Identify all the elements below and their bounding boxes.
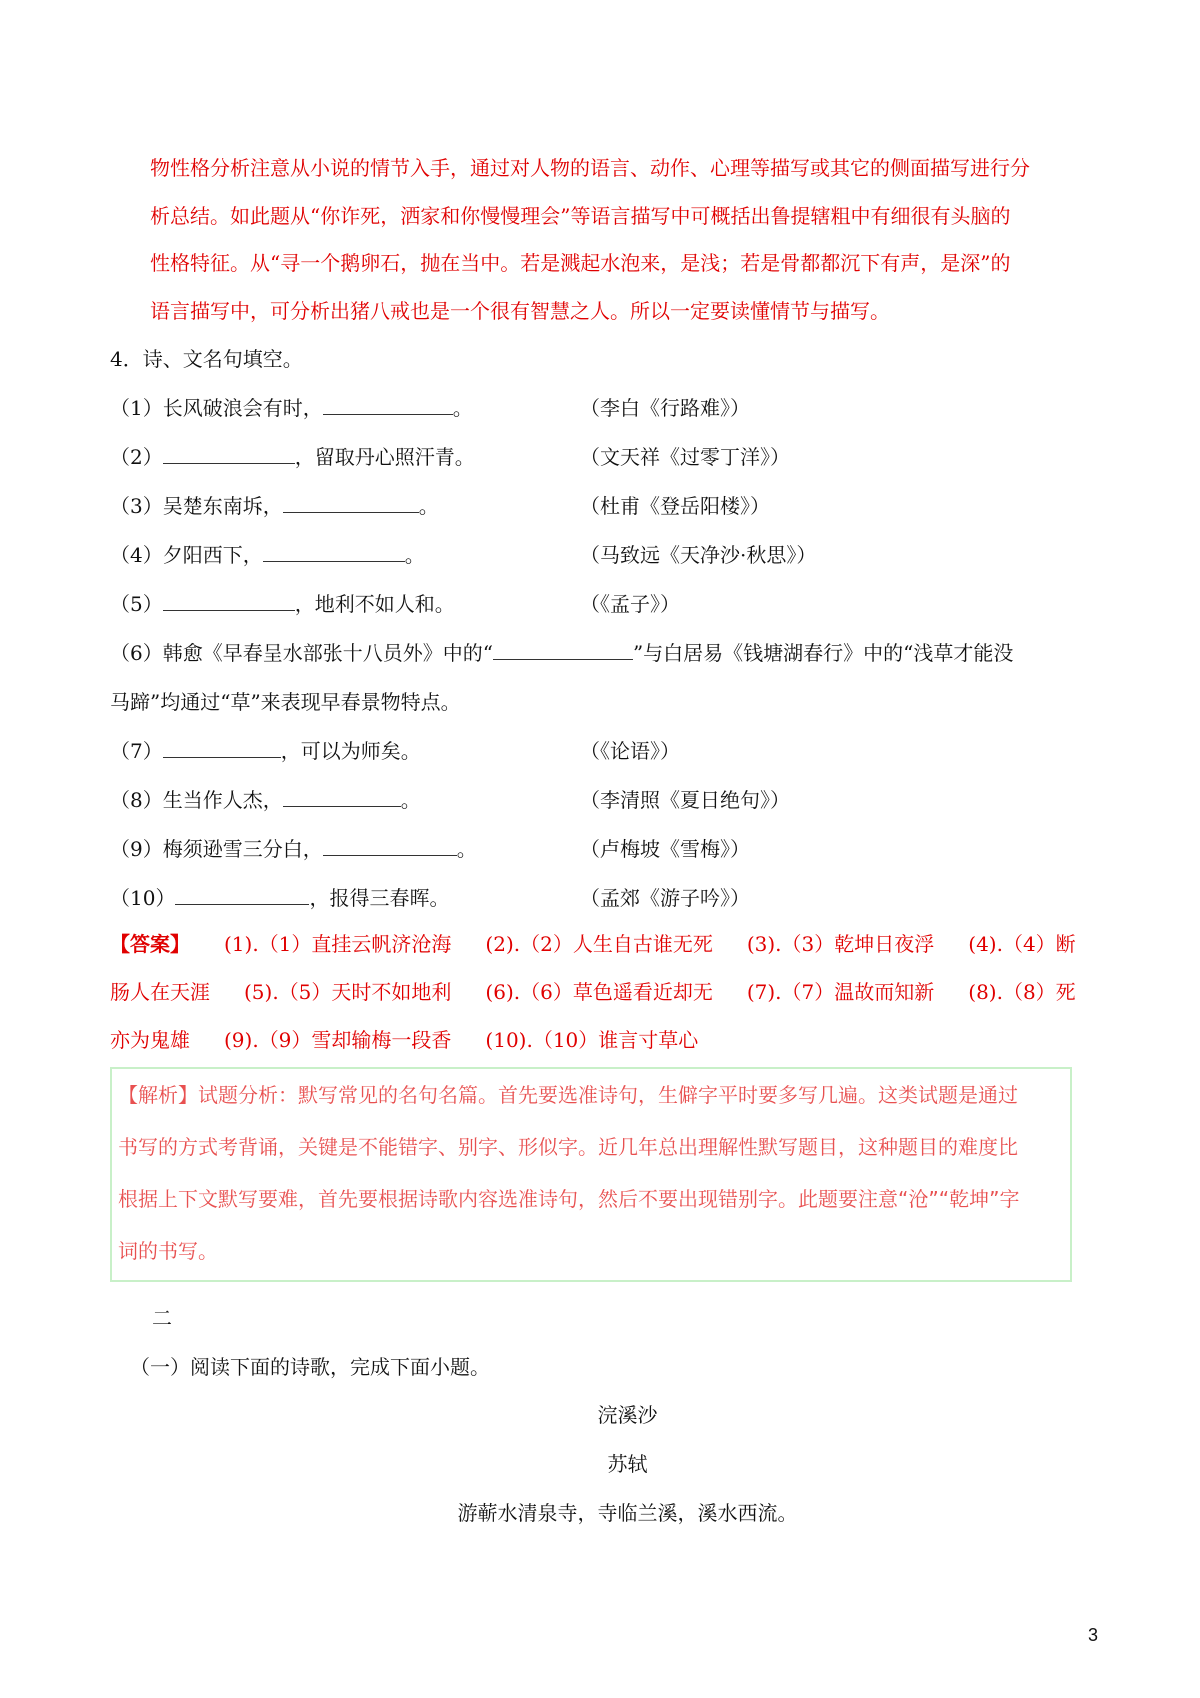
answer-part: (3).（3）乾坤日夜浮 xyxy=(746,932,935,956)
blank-line[interactable] xyxy=(493,641,633,660)
subsection-heading: （一）阅读下面的诗歌，完成下面小题。 xyxy=(130,1355,490,1379)
blank-line[interactable] xyxy=(163,739,281,758)
fill-source-1: （李白《行路难》） xyxy=(580,396,750,420)
answer-part: (2).（2）人生自古谁无死 xyxy=(485,932,713,956)
analysis-line: 【解析】试题分析：默写常见的名句名篇。首先要选准诗句，生僻字平时要多写几遍。这类试题是通过 xyxy=(118,1083,1018,1107)
blank-line[interactable] xyxy=(283,788,401,807)
intro-analysis-line: 语言描写中，可分析出猪八戒也是一个很有智慧之人。所以一定要读懂情节与描写。 xyxy=(150,298,890,323)
blank-line[interactable] xyxy=(175,886,309,905)
fill-item-3: （3）吴楚东南坼， 。 xyxy=(110,494,439,518)
fill-source-9: （卢梅坡《雪梅》） xyxy=(580,837,750,861)
blank-line[interactable] xyxy=(323,396,453,415)
fill-source-2: （文天祥《过零丁洋》） xyxy=(580,445,790,469)
intro-analysis-line: 性格特征。从“寻一个鹅卵石，抛在当中。若是溅起水泡来，是浅；若是骨都都沉下有声，是深”的 xyxy=(150,251,1011,275)
page-number: 3 xyxy=(1088,1625,1099,1645)
answer-label: 【答案】 xyxy=(110,932,190,956)
fill-source-3: （杜甫《登岳阳楼》） xyxy=(580,494,770,518)
answer-part: (10).（10）谁言寸草心 xyxy=(485,1028,699,1052)
fill-item-9: （9）梅须逊雪三分白， 。 xyxy=(110,837,477,861)
fill-source-5: （《孟子》） xyxy=(580,592,680,616)
fill-item-8: （8）生当作人杰， 。 xyxy=(110,788,421,812)
answer-part: (6).（6）草色遥看近却无 xyxy=(485,980,713,1004)
blank-line[interactable] xyxy=(163,445,295,464)
analysis-line: 根据上下文默写要难，首先要根据诗歌内容选准诗句，然后不要出现错别字。此题要注意“沧”“乾坤”字 xyxy=(118,1187,1020,1211)
poem-title: 浣溪沙 xyxy=(597,1403,658,1427)
intro-analysis-line: 物性格分析注意从小说的情节入手，通过对人物的语言、动作、心理等描写或其它的侧面描写进行分 xyxy=(150,156,1030,180)
fill-source-4: （马致远《天净沙·秋思》） xyxy=(580,543,817,567)
blank-line[interactable] xyxy=(263,543,405,562)
analysis-line: 词的书写。 xyxy=(118,1239,218,1263)
fill-item-6-cont: 马蹄”均通过“草”来表现早春景物特点。 xyxy=(110,690,461,714)
fill-source-8: （李清照《夏日绝句》） xyxy=(580,788,790,812)
fill-item-2: （2） ，留取丹心照汗青。 xyxy=(110,445,475,469)
poem-line: 游蕲水清泉寺，寺临兰溪，溪水西流。 xyxy=(457,1501,798,1525)
analysis-line: 书写的方式考背诵，关键是不能错字、别字、形似字。近几年总出理解性默写题目，这种题目的难度比 xyxy=(118,1135,1018,1159)
answer-part: (7).（7）温故而知新 xyxy=(746,980,935,1004)
question-title: 4．诗、文名句填空。 xyxy=(110,347,303,371)
analysis-box xyxy=(110,1067,1072,1282)
fill-item-6: （6）韩愈《早春呈水部张十八员外》中的“ ”与白居易《钱塘湖春行》中的“浅草才能没 xyxy=(110,641,1014,665)
intro-analysis-line: 析总结。如此题从“你诈死，洒家和你慢慢理会”等语言描写中可概括出鲁提辖粗中有细很有头脑的 xyxy=(150,203,1011,228)
answer-part: (8).（8）死亦为鬼雄 xyxy=(110,980,1076,1052)
fill-item-7: （7） ，可以为师矣。 xyxy=(110,739,421,763)
poem-author: 苏轼 xyxy=(607,1452,648,1476)
fill-item-5: （5） ，地利不如人和。 xyxy=(110,592,455,616)
answer-part: (5).（5）天时不如地利 xyxy=(244,980,452,1004)
blank-line[interactable] xyxy=(283,494,419,513)
intro-analysis xyxy=(150,145,1095,335)
blank-line[interactable] xyxy=(163,592,295,611)
fill-source-7: （《论语》） xyxy=(580,739,680,763)
fill-item-4: （4）夕阳西下， 。 xyxy=(110,543,425,567)
answer-part: (4).（4）断肠人在天涯 xyxy=(110,932,1076,1004)
fill-source-10: （孟郊《游子吟》） xyxy=(580,886,750,910)
section-heading: 二 xyxy=(152,1306,172,1330)
fill-item-1: （1）长风破浪会有时， 。 xyxy=(110,396,473,420)
answer-part: (9).（9）雪却输梅一段香 xyxy=(224,1028,452,1052)
answer-part: (1).（1）直挂云帆济沧海 xyxy=(224,932,452,956)
fill-item-10: （10） ，报得三春晖。 xyxy=(110,886,450,910)
blank-line[interactable] xyxy=(323,837,457,856)
answer-block xyxy=(110,920,1095,1064)
